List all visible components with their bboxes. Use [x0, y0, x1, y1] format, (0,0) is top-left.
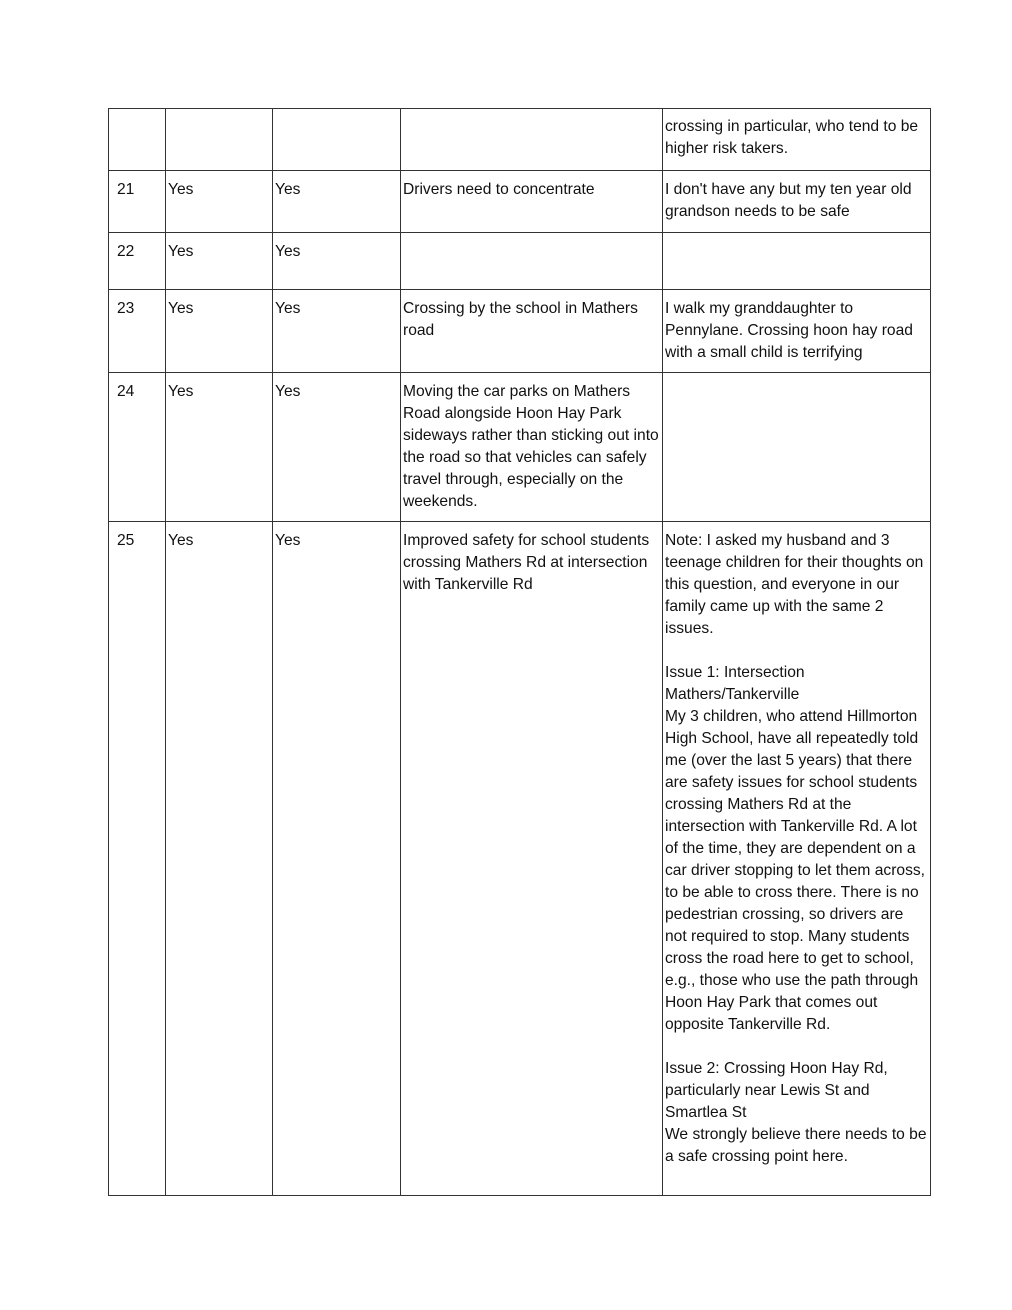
- row-number-cell: 21: [109, 171, 166, 233]
- answer-cell-1: Yes: [166, 233, 273, 290]
- comment-cell: Note: I asked my husband and 3 teenage children for their thoughts on this question, and everyone in our family came up with the same 2 issues. Issue 1: Intersection Mathers/Tankerville My 3 children, who attend Hillmorton High School, have all repeatedly told me (over the last 5 years) that there are safety issues for school students crossing Mathers Rd at the intersection with Tankerville Rd. A lot of the time, they are dependent on a car driver stopping to let them across, to be able to cross there. There is no pedestrian crossing, so drivers are not required to stop. Many students cross the road here to get to school, e.g., those who use the path through Hoon Hay Park that comes out opposite Tankerville Rd. Issue 2: Crossing Hoon Hay Rd, particularly near Lewis St and Smartlea St We strongly believe there needs to be a safe crossing point here.: [663, 522, 931, 1196]
- table-row: [109, 233, 931, 290]
- responses-table: [108, 108, 931, 1196]
- suggestion-cell: Crossing by the school in Mathers road: [401, 290, 663, 373]
- table-row: [109, 373, 931, 522]
- answer-cell-1: Yes: [166, 522, 273, 1196]
- answer-cell-2: Yes: [273, 522, 401, 1196]
- answer-cell-2: Yes: [273, 290, 401, 373]
- suggestion-cell: Improved safety for school students crossing Mathers Rd at intersection with Tankerville Rd: [401, 522, 663, 1196]
- suggestion-cell: Drivers need to concentrate: [401, 171, 663, 233]
- table-row: [109, 290, 931, 373]
- table-row: [109, 171, 931, 233]
- suggestion-cell: [401, 109, 663, 171]
- answer-cell-2: [273, 109, 401, 171]
- suggestion-cell: [401, 233, 663, 290]
- comment-cell: I don't have any but my ten year old grandson needs to be safe: [663, 171, 931, 233]
- row-number-cell: 23: [109, 290, 166, 373]
- answer-cell-2: Yes: [273, 171, 401, 233]
- comment-cell: [663, 373, 931, 522]
- row-number-cell: 24: [109, 373, 166, 522]
- answer-cell-1: [166, 109, 273, 171]
- suggestion-cell: Moving the car parks on Mathers Road alongside Hoon Hay Park sideways rather than sticking out into the road so that vehicles can safely travel through, especially on the weekends.: [401, 373, 663, 522]
- answer-cell-1: Yes: [166, 373, 273, 522]
- comment-cell: [663, 233, 931, 290]
- row-number-cell: 22: [109, 233, 166, 290]
- answer-cell-2: Yes: [273, 233, 401, 290]
- answer-cell-1: Yes: [166, 171, 273, 233]
- comment-cell: crossing in particular, who tend to be higher risk takers.: [663, 109, 931, 171]
- row-number-cell: 25: [109, 522, 166, 1196]
- answer-cell-1: Yes: [166, 290, 273, 373]
- answer-cell-2: Yes: [273, 373, 401, 522]
- table-row: [109, 109, 931, 171]
- row-number-cell: [109, 109, 166, 171]
- table-row: [109, 522, 931, 1196]
- comment-cell: I walk my granddaughter to Pennylane. Crossing hoon hay road with a small child is terrifying: [663, 290, 931, 373]
